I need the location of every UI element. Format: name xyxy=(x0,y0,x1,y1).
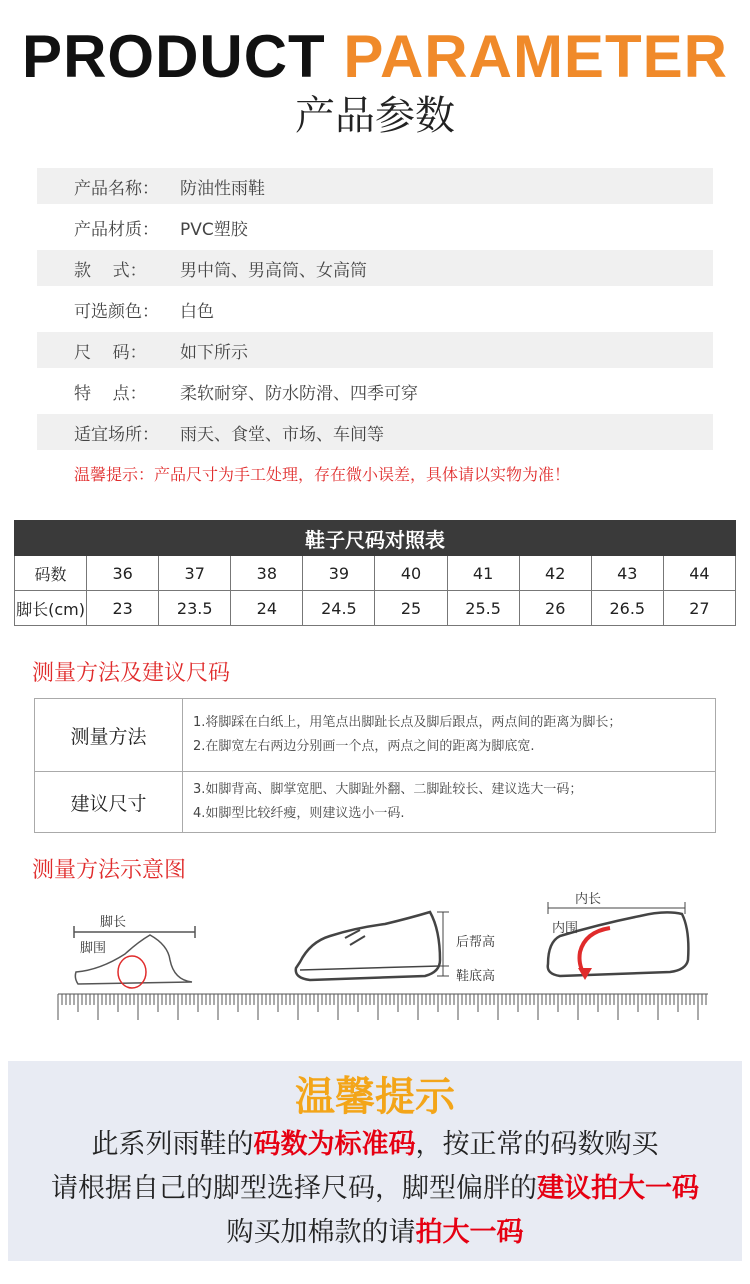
size-row xyxy=(15,556,736,591)
size-cell: 36 xyxy=(87,556,159,591)
length-cell: 23 xyxy=(87,591,159,626)
inner-length-label: 内长 xyxy=(575,892,602,907)
param-value: 男中筒、男高筒、女高筒 xyxy=(180,260,367,281)
param-label: 可选颜色： xyxy=(74,301,159,322)
measure-section-title: 测量方法及建议尺码 xyxy=(32,661,231,686)
param-value: 柔软耐穿、防水防滑、四季可穿 xyxy=(180,383,418,404)
tips-line-1 xyxy=(8,1123,742,1167)
length-cell: 26 xyxy=(519,591,591,626)
page-title-en xyxy=(0,24,750,90)
length-cell: 25.5 xyxy=(447,591,519,626)
size-cell: 44 xyxy=(663,556,735,591)
size-row-label: 码数 xyxy=(15,556,87,591)
param-value: 防油性雨鞋 xyxy=(180,178,265,199)
measure-line: 4.如脚型比较纤瘦，则建议选小一码. xyxy=(193,806,405,821)
measure-row-content xyxy=(183,699,716,772)
measure-line: 3.如脚背高、脚掌宽肥、大脚趾外翻、二脚趾较长、建议选大一码； xyxy=(193,782,583,797)
tips-highlight: 建议拍大一码 xyxy=(537,1173,699,1204)
sole-height-label: 鞋底高 xyxy=(456,969,496,984)
size-cell: 38 xyxy=(231,556,303,591)
param-label: 产品材质： xyxy=(74,219,159,240)
param-row xyxy=(37,209,713,245)
size-cell: 41 xyxy=(447,556,519,591)
foot-illustration xyxy=(74,926,195,988)
size-chart-table xyxy=(14,520,736,626)
measure-row xyxy=(35,699,716,772)
param-label: 适宜场所： xyxy=(74,424,159,445)
tips-text: 购买加棉款的请 xyxy=(226,1217,416,1248)
tips-highlight: 拍大一码 xyxy=(415,1217,524,1248)
param-value: 雨天、食堂、市场、车间等 xyxy=(180,424,384,445)
inner-girth-arrow xyxy=(580,928,611,974)
param-label: 特 点： xyxy=(74,383,147,404)
measure-row xyxy=(35,772,716,833)
foot-girth-label: 脚围 xyxy=(80,941,107,956)
measure-row-content xyxy=(183,772,716,833)
size-cell: 42 xyxy=(519,556,591,591)
page-subtitle: 产品参数 xyxy=(295,93,455,139)
inner-girth-label: 内围 xyxy=(552,921,579,936)
param-label: 产品名称： xyxy=(74,178,159,199)
measure-table xyxy=(34,698,716,833)
size-cell: 39 xyxy=(303,556,375,591)
measure-row-head: 测量方法 xyxy=(35,699,183,772)
param-row xyxy=(37,373,713,409)
tips-line-2 xyxy=(8,1167,742,1211)
param-row xyxy=(37,332,713,368)
tips-text: 请根据自己的脚型选择尺码，脚型偏胖的 xyxy=(51,1173,537,1204)
measure-diagram xyxy=(0,890,750,1025)
tips-text: 此系列雨鞋的 xyxy=(91,1129,254,1160)
param-row xyxy=(37,291,713,327)
length-cell: 24.5 xyxy=(303,591,375,626)
tips-highlight: 码数为标准码 xyxy=(253,1129,416,1160)
length-cell: 26.5 xyxy=(591,591,663,626)
param-row xyxy=(37,414,713,450)
foot-length-label: 脚长 xyxy=(100,915,127,930)
param-value: PVC塑胶 xyxy=(180,219,248,240)
measure-row-head: 建议尺寸 xyxy=(35,772,183,833)
shoe-illustration xyxy=(296,912,440,980)
tips-line-3 xyxy=(8,1211,742,1255)
size-cell: 40 xyxy=(375,556,447,591)
param-label: 尺 码： xyxy=(74,342,147,363)
warm-notice: 温馨提示：产品尺寸为手工处理，存在微小误差，具体请以实物为准！ xyxy=(74,465,571,484)
measure-line: 1.将脚踩在白纸上，用笔点出脚趾长点及脚后跟点，两点间的距离为脚长； xyxy=(193,715,622,730)
ruler xyxy=(58,994,708,1020)
length-cell: 25 xyxy=(375,591,447,626)
title-word-product: PRODUCT xyxy=(22,23,326,90)
size-chart-title: 鞋子尺码对照表 xyxy=(15,521,736,556)
length-row-label: 脚长(cm) xyxy=(15,591,87,626)
param-label: 款 式： xyxy=(74,260,147,281)
title-word-parameter: PARAMETER xyxy=(343,23,728,90)
length-cell: 23.5 xyxy=(159,591,231,626)
length-cell: 27 xyxy=(663,591,735,626)
param-list xyxy=(37,168,713,455)
param-row xyxy=(37,168,713,204)
heel-height-label: 后帮高 xyxy=(456,935,496,950)
size-cell: 43 xyxy=(591,556,663,591)
tips-panel xyxy=(8,1061,742,1261)
length-cell: 24 xyxy=(231,591,303,626)
param-row xyxy=(37,250,713,286)
param-value: 如下所示 xyxy=(180,342,248,363)
length-row xyxy=(15,591,736,626)
diagram-section-title: 测量方法示意图 xyxy=(32,858,187,883)
tips-title: 温馨提示 xyxy=(295,1074,455,1120)
measure-line: 2.在脚宽左右两边分别画一个点，两点之间的距离为脚底宽. xyxy=(193,739,535,754)
param-value: 白色 xyxy=(180,301,214,322)
tips-text: ，按正常的码数购买 xyxy=(415,1129,659,1160)
size-cell: 37 xyxy=(159,556,231,591)
